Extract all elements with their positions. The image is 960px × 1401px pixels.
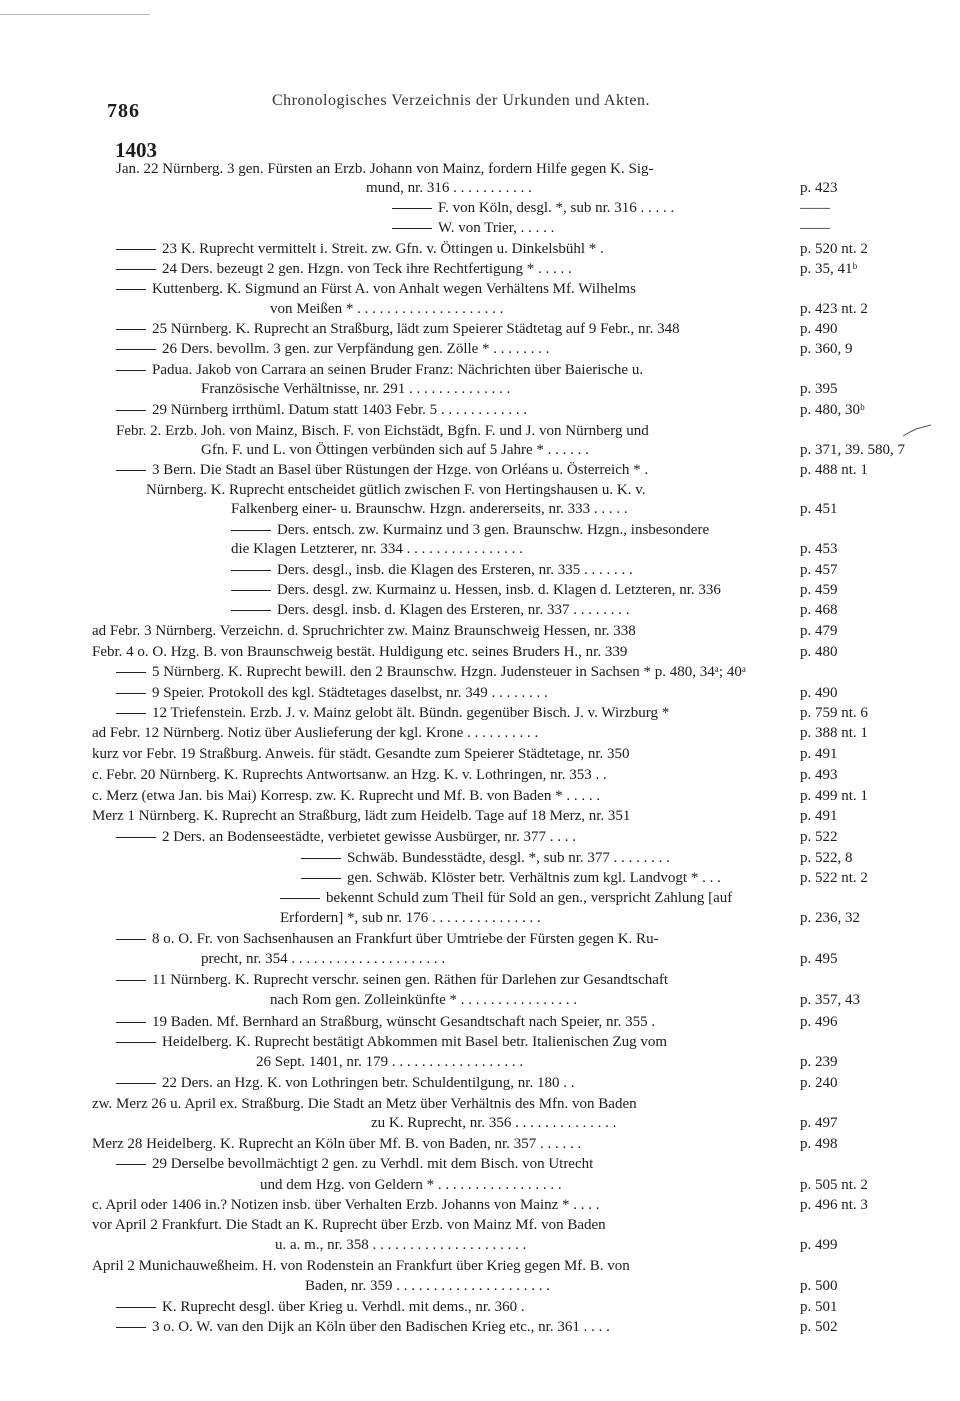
entry-text: Schwäb. Bundesstädte, desgl. *, sub nr. 377 . . . . . . . .: [347, 850, 670, 866]
ditto-dash: [116, 837, 156, 838]
entry-text: Erfordern] *, sub nr. 176 . . . . . . . . . . . . . . .: [280, 910, 541, 926]
entry-line: [116, 1074, 574, 1092]
page-reference: p. 457: [800, 562, 838, 578]
page-reference: p. 357, 43: [800, 992, 860, 1008]
entry-line: [92, 724, 538, 742]
ditto-dash: [116, 693, 146, 694]
page-reference: ——: [800, 220, 830, 236]
entry-line: [92, 766, 607, 784]
ditto-dash: [116, 349, 156, 350]
entry-text: c. Febr. 20 Nürnberg. K. Ruprechts Antwortsanw. an Hzg. K. v. Lothringen, nr. 353 . .: [92, 767, 607, 783]
entry-line: [270, 991, 577, 1009]
entry-text: 23 K. Ruprecht vermittelt i. Streit. zw. Gfn. v. Öttingen u. Dinkelsbühl * .: [162, 241, 604, 257]
page-reference: p. 491: [800, 746, 838, 762]
entry-line: [256, 1053, 523, 1071]
entry-line: [116, 320, 680, 338]
entry-text: 25 Nürnberg. K. Ruprecht an Straßburg, lädt zum Speierer Städtetag auf 9 Febr., nr. 348: [152, 321, 680, 337]
page-reference: p. 502: [800, 1319, 838, 1335]
page-reference: p. 522: [800, 829, 838, 845]
entry-line: [92, 1216, 606, 1234]
entry-text: 26 Sept. 1401, nr. 179 . . . . . . . . . . . . . . . . . .: [256, 1054, 524, 1070]
entry-text: 26 Ders. bevollm. 3 gen. zur Verpfändung gen. Zölle * . . . . . . . .: [162, 341, 550, 357]
page-reference: p. 499: [800, 1237, 838, 1253]
entry-text: 5 Nürnberg. K. Ruprecht bewill. den 2 Braunschw. Hzgn. Judensteuer in Sachsen * p. 480, 34ᵃ; 40ᵃ: [152, 664, 746, 680]
entry-line: [366, 179, 532, 197]
ditto-dash: [116, 1022, 146, 1023]
page-reference: p. 480: [800, 644, 838, 660]
page-reference: p. 479: [800, 623, 838, 639]
ditto-dash: [116, 249, 156, 250]
ditto-dash: [116, 1164, 146, 1165]
entry-line: [92, 1257, 630, 1275]
entry-text: 12 Triefenstein. Erzb. J. v. Mainz gelobt ält. Bündn. gegenüber Bisch. J. v. Wirzburg *: [152, 705, 670, 721]
page-reference: p. 495: [800, 951, 838, 967]
entry-text: 3 o. O. W. van den Dijk an Köln über den Badischen Krieg etc., nr. 361 . . . .: [152, 1319, 610, 1335]
entry-line: [92, 622, 636, 640]
entry-text: Baden, nr. 359 . . . . . . . . . . . . . . . . . . . . .: [305, 1278, 550, 1294]
page-reference: p. 459: [800, 582, 838, 598]
page-reference: p. 500: [800, 1278, 838, 1294]
entry-text: 19 Baden. Mf. Bernhard an Straßburg, wünscht Gesandtschaft nach Speier, nr. 355 .: [152, 1014, 656, 1030]
entry-text: und dem Hzg. von Geldern * . . . . . . . . . . . . . . . . .: [260, 1177, 562, 1193]
entry-text: Ders. desgl., insb. die Klagen des Ersteren, nr. 335 . . . . . . .: [277, 562, 633, 578]
entry-line: [280, 909, 541, 927]
entry-text: Französische Verhältnisse, nr. 291 . . . . . . . . . . . . . .: [201, 381, 511, 397]
entry-text: 22 Ders. an Hzg. K. von Lothringen betr. Schuldentilgung, nr. 180 . .: [162, 1075, 575, 1091]
ditto-dash: [116, 1083, 156, 1084]
ditto-dash: [231, 610, 271, 611]
entry-line: [116, 704, 669, 722]
entry-text: ad Febr. 3 Nürnberg. Verzeichn. d. Spruchrichter zw. Mainz Braunschweig Hessen, nr. 338: [92, 623, 636, 639]
ditto-dash: [116, 269, 156, 270]
entry-text: gen. Schwäb. Klöster betr. Verhältnis zum kgl. Landvogt * . . .: [347, 870, 721, 886]
ditto-dash: [116, 672, 146, 673]
page-reference: p. 423 nt. 2: [800, 301, 868, 317]
entry-line: [280, 889, 732, 907]
entry-line: [92, 787, 600, 805]
entry-line: [301, 869, 721, 887]
entry-line: [116, 1155, 593, 1173]
entry-text: 24 Ders. bezeugt 2 gen. Hzgn. von Teck ihre Rechtfertigung * . . . . .: [162, 261, 572, 277]
entry-text: F. von Köln, desgl. *, sub nr. 316 . . . . .: [438, 200, 675, 216]
entry-line: [92, 1135, 581, 1153]
page-reference: p. 480, 30ᵇ: [800, 402, 865, 418]
entry-text: Febr. 4 o. O. Hzg. B. von Braunschweig bestät. Huldigung etc. seines Bruders H., nr. 339: [92, 644, 628, 660]
page-reference: p. 493: [800, 767, 838, 783]
entry-text: precht, nr. 354 . . . . . . . . . . . . . . . . . . . . .: [201, 951, 446, 967]
entry-line: [231, 521, 709, 539]
entry-text: vor April 2 Frankfurt. Die Stadt an K. Ruprecht über Erzb. von Mainz Mf. von Baden: [92, 1217, 606, 1233]
ditto-dash: [231, 570, 271, 571]
page-reference: p. 491: [800, 808, 838, 824]
ditto-dash: [116, 939, 146, 940]
ditto-dash: [392, 228, 432, 229]
ditto-dash: [116, 470, 146, 471]
entry-text: ad Febr. 12 Nürnberg. Notiz über Auslieferung der kgl. Krone . . . . . . . . . .: [92, 725, 539, 741]
entry-line: [201, 380, 510, 398]
page-reference: p. 423: [800, 180, 838, 196]
page-reference: p. 490: [800, 321, 838, 337]
entry-text: 9 Speier. Protokoll des kgl. Städtetages daselbst, nr. 349 . . . . . . . .: [152, 685, 548, 701]
entry-line: [146, 481, 646, 499]
entry-text: Gfn. F. und L. von Öttingen verbünden sich auf 5 Jahre * . . . . . .: [201, 442, 589, 458]
entry-line: [92, 643, 627, 661]
entry-text: Ders. entsch. zw. Kurmainz und 3 gen. Braunschw. Hzgn., insbesondere: [277, 522, 710, 538]
page-reference: p. 488 nt. 1: [800, 462, 868, 478]
entry-line: [92, 1196, 600, 1214]
entry-line: [116, 930, 659, 948]
page-reference: p. 236, 32: [800, 910, 860, 926]
margin-pencil-mark: [902, 424, 932, 438]
entry-text: Ders. desgl. insb. d. Klagen des Ersteren, nr. 337 . . . . . . . .: [277, 602, 630, 618]
entry-text: Nürnberg. K. Ruprecht entscheidet gütlich zwischen F. von Hertingshausen u. K. v.: [146, 482, 646, 498]
entry-text: Merz 1 Nürnberg. K. Ruprecht an Straßburg, lädt zum Heidelb. Tage auf 18 Merz, nr. 351: [92, 808, 631, 824]
page-number: 786: [107, 100, 140, 122]
entry-text: Padua. Jakob von Carrara an seinen Bruder Franz: Nächrichten über Baierische u.: [152, 362, 644, 378]
entry-text: 11 Nürnberg. K. Ruprecht verschr. seinen gen. Räthen für Darlehen zur Gesandtschaft: [152, 972, 669, 988]
page-reference: p. 522 nt. 2: [800, 870, 868, 886]
entry-text: Merz 28 Heidelberg. K. Ruprecht an Köln über Mf. B. von Baden, nr. 357 . . . . . .: [92, 1136, 582, 1152]
ditto-dash: [116, 329, 146, 330]
entry-line: [116, 401, 527, 419]
entry-text: 2 Ders. an Bodenseestädte, verbietet gewisse Ausbürger, nr. 377 . . . .: [162, 829, 577, 845]
page-reference: p. 499 nt. 1: [800, 788, 868, 804]
page-reference: p. 759 nt. 6: [800, 705, 868, 721]
ditto-dash: [392, 208, 432, 209]
entry-text: 29 Nürnberg irrthüml. Datum statt 1403 Febr. 5 . . . . . . . . . . . .: [152, 402, 528, 418]
page-reference: p. 505 nt. 2: [800, 1177, 868, 1193]
page-reference: p. 388 nt. 1: [800, 725, 868, 741]
entry-line: [275, 1236, 526, 1254]
entry-text: bekennt Schuld zum Theil für Sold an gen., verspricht Zahlung [auf: [326, 890, 733, 906]
entry-line: [392, 199, 674, 217]
entry-text: u. a. m., nr. 358 . . . . . . . . . . . . . . . . . . . . .: [275, 1237, 527, 1253]
ditto-dash: [116, 1307, 156, 1308]
entry-text: Heidelberg. K. Ruprecht bestätigt Abkommen mit Basel betr. Italienischen Zug vom: [162, 1034, 668, 1050]
entry-line: [116, 340, 550, 358]
entry-text: c. April oder 1406 in.? Notizen insb. über Verhalten Erzb. Johanns von Mainz * . . . .: [92, 1197, 600, 1213]
entry-text: zw. Merz 26 u. April ex. Straßburg. Die Stadt an Metz über Verhältnis des Mfn. von Baden: [92, 1096, 637, 1112]
entry-text: Febr. 2. Erzb. Joh. von Mainz, Bisch. F. von Eichstädt, Bgfn. F. und J. von Nürnberg und: [116, 423, 649, 439]
entry-line: [116, 971, 668, 989]
page-reference: p. 496 nt. 3: [800, 1197, 868, 1213]
entry-line: [231, 581, 721, 599]
page-reference: p. 497: [800, 1115, 838, 1131]
entry-text: mund, nr. 316 . . . . . . . . . . .: [366, 180, 532, 196]
entry-line: [92, 745, 630, 763]
page-reference: p. 35, 41ᵇ: [800, 261, 858, 277]
entry-line: [270, 300, 503, 318]
entry-line: [116, 160, 654, 178]
entry-line: [231, 540, 523, 558]
page-reference: p. 371, 39. 580, 7: [800, 442, 905, 458]
entry-line: [371, 1114, 616, 1132]
entry-line: [260, 1176, 562, 1194]
entry-text: Ders. desgl. zw. Kurmainz u. Hessen, insb. d. Klagen d. Letzteren, nr. 336: [277, 582, 721, 598]
page-reference: p. 451: [800, 501, 838, 517]
entry-text: 3 Bern. Die Stadt an Basel über Rüstungen der Hzge. von Orléans u. Österreich * .: [152, 462, 649, 478]
entry-line: [116, 280, 636, 298]
page-reference: p. 501: [800, 1299, 838, 1315]
entry-line: [116, 260, 572, 278]
page-reference: p. 496: [800, 1014, 838, 1030]
entry-line: [92, 1095, 637, 1113]
entry-line: [116, 1298, 525, 1316]
ditto-dash: [116, 410, 146, 411]
entry-text: kurz vor Febr. 19 Straßburg. Anweis. für städt. Gesandte zum Speierer Städtetage, nr. 350: [92, 746, 630, 762]
entry-line: [201, 441, 589, 459]
page-reference: p. 490: [800, 685, 838, 701]
entry-text: 29 Derselbe bevollmächtigt 2 gen. zu Verhdl. mit dem Bisch. von Utrecht: [152, 1156, 594, 1172]
ditto-dash: [116, 980, 146, 981]
entry-text: die Klagen Letzterer, nr. 334 . . . . . . . . . . . . . . . .: [231, 541, 523, 557]
entry-line: [231, 561, 633, 579]
entry-text: zu K. Ruprecht, nr. 356 . . . . . . . . . . . . . .: [371, 1115, 617, 1131]
page-reference: p. 498: [800, 1136, 838, 1152]
entry-line: [231, 601, 629, 619]
entry-text: K. Ruprecht desgl. über Krieg u. Verhdl. mit dems., nr. 360 .: [162, 1299, 525, 1315]
entry-line: [116, 828, 576, 846]
entry-line: [116, 663, 746, 681]
entry-line: [116, 1033, 667, 1051]
ditto-dash: [116, 289, 146, 290]
entry-line: [301, 849, 670, 867]
ditto-dash: [116, 713, 146, 714]
entry-line: [116, 240, 604, 258]
page-reference: p. 360, 9: [800, 341, 853, 357]
ditto-dash: [280, 898, 320, 899]
entry-line: [92, 807, 630, 825]
entry-line: [116, 1318, 610, 1336]
ditto-dash: [231, 530, 271, 531]
entry-text: 8 o. O. Fr. von Sachsenhausen an Frankfurt über Umtriebe der Fürsten gegen K. Ru-: [152, 931, 659, 947]
page-reference: p. 522, 8: [800, 850, 853, 866]
entry-line: [116, 1013, 655, 1031]
ditto-dash: [116, 1327, 146, 1328]
year-heading: 1403: [115, 138, 157, 162]
entry-line: [116, 361, 643, 379]
page-reference: p. 468: [800, 602, 838, 618]
entry-text: Falkenberg einer- u. Braunschw. Hzgn. andererseits, nr. 333 . . . . .: [231, 501, 628, 517]
top-rule: [0, 14, 150, 15]
page-reference: p. 239: [800, 1054, 838, 1070]
ditto-dash: [301, 878, 341, 879]
entry-text: W. von Trier, . . . . .: [438, 220, 555, 236]
entry-line: [201, 950, 445, 968]
entry-line: [392, 219, 554, 237]
ditto-dash: [231, 590, 271, 591]
entry-text: von Meißen * . . . . . . . . . . . . . . . . . . . .: [270, 301, 504, 317]
entry-line: [116, 684, 548, 702]
ditto-dash: [301, 858, 341, 859]
entry-text: Kuttenberg. K. Sigmund an Fürst A. von Anhalt wegen Verhältens Mf. Wilhelms: [152, 281, 636, 297]
entry-line: [116, 422, 649, 440]
page-reference: p. 520 nt. 2: [800, 241, 868, 257]
running-title: Chronologisches Verzeichnis der Urkunden und Akten.: [272, 92, 651, 109]
entry-line: [231, 500, 628, 518]
entry-line: [305, 1277, 550, 1295]
page-reference: ——: [800, 200, 830, 216]
entry-text: nach Rom gen. Zolleinkünfte * . . . . . . . . . . . . . . . .: [270, 992, 578, 1008]
ditto-dash: [116, 370, 146, 371]
entry-text: Jan. 22 Nürnberg. 3 gen. Fürsten an Erzb. Johann von Mainz, fordern Hilfe gegen K. Sig-: [116, 161, 654, 177]
page-reference: p. 240: [800, 1075, 838, 1091]
page-reference: p. 395: [800, 381, 838, 397]
entry-text: c. Merz (etwa Jan. bis Mai) Korresp. zw. K. Ruprecht und Mf. B. von Baden * . . . . .: [92, 788, 601, 804]
entry-line: [116, 461, 648, 479]
page-reference: p. 453: [800, 541, 838, 557]
entry-text: April 2 Munichauweßheim. H. von Rodenstein an Frankfurt über Krieg gegen Mf. B. von: [92, 1258, 630, 1274]
ditto-dash: [116, 1042, 156, 1043]
